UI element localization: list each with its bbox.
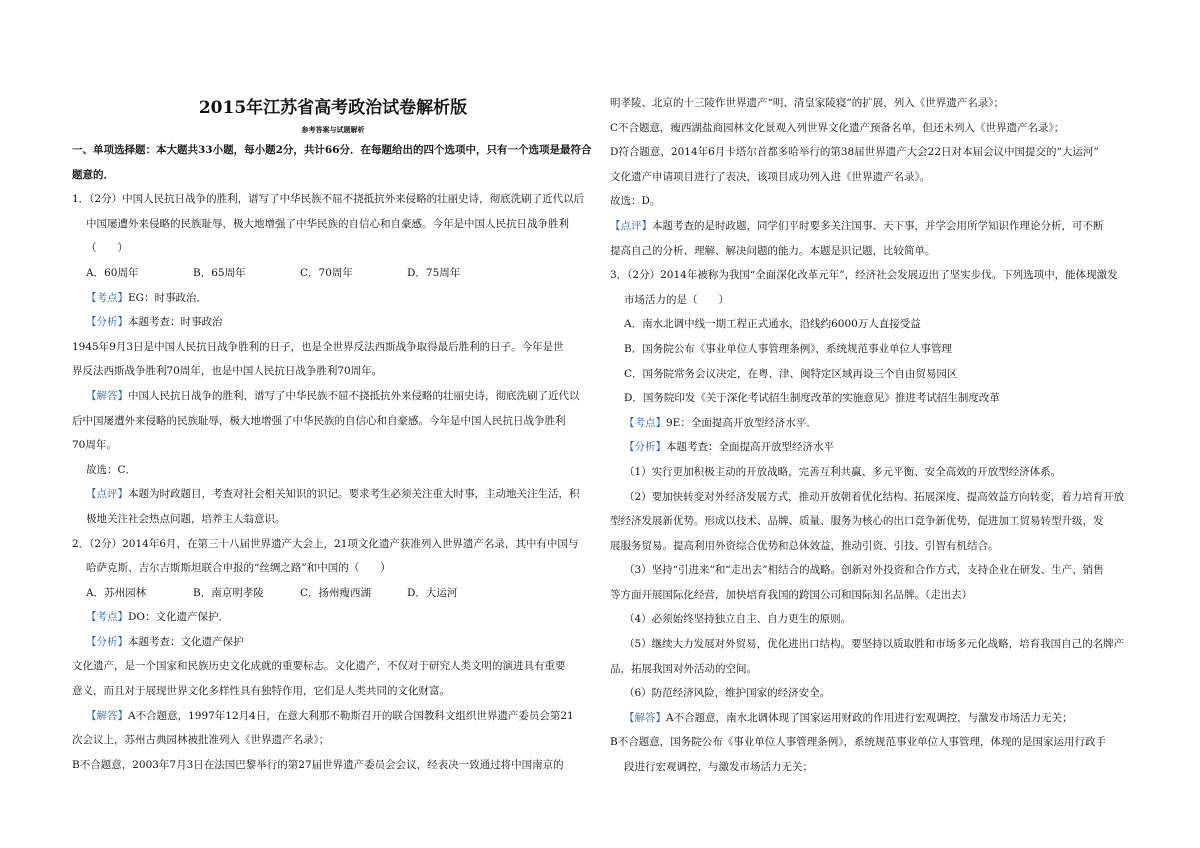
q3-point: 展服务贸易。提高利用外资综合优势和总体效益，推动引资、引技、引智有机结合。 — [610, 539, 999, 552]
q2-dianping: 【点评】本题考查的是时政题，同学们平时要多关注国事、天下事，并学会用所学知识作理论分析，可不断 — [610, 219, 1104, 232]
q1-jieda-line: 后中国屡遭外来侵略的民族耻辱，极大地增强了中华民族的自信心和自豪感。今年是中国人民抗日战争胜利 — [72, 414, 566, 427]
q3-stem-line: 市场活力的是（ ） — [624, 293, 729, 306]
q3-option-d: D．国务院印发《关于深化考试招生制度改革的实施意见》推进考试招生制度改革 — [624, 392, 1000, 405]
document-subtitle: 参考答案与试题解析 — [301, 125, 365, 134]
q1-jieda-line: 70周年。 — [72, 439, 117, 452]
q1-fenxi-body: 界反法西斯战争胜利70周年，也是中国人民抗日战争胜利70周年。 — [72, 365, 383, 378]
kaodian-tag: 【考点】 — [86, 291, 128, 304]
q2-fenxi: 【分析】本题考查：文化遗产保护 — [86, 635, 244, 648]
q1-fenxi: 【分析】本题考查：时事政治 — [86, 316, 223, 329]
dianping-tag: 【点评】 — [610, 219, 652, 232]
q2-fenxi-body: 文化遗产，是一个国家和民族历史文化成就的重要标志。文化遗产，不仅对于研究人类文明的演进具有重要 — [72, 660, 566, 673]
q1-options — [72, 261, 594, 286]
kaodian-tag: 【考点】 — [86, 611, 128, 624]
q2-jieda-line: 次会议上，苏州古典园林被批准列入《世界遗产名录》； — [72, 734, 330, 747]
q2-cont-line: D符合题意，2014年6月卡塔尔首都多哈举行的第38届世界遗产大会22日对本届会议中国提交的“大运河” — [610, 146, 1099, 159]
fenxi-tag: 【分析】 — [624, 441, 666, 454]
q1-kaodian: 【考点】EG：时事政治． — [86, 291, 208, 304]
q1-option-a: A．60周年 — [86, 266, 139, 279]
q1-option-d: D．75周年 — [407, 266, 461, 279]
q1-option-b: B．65周年 — [193, 266, 246, 279]
q1-dianping: 【点评】本题为时政题目，考查对社会相关知识的识记。要求考生必须关注重大时事，主动地关注生活，积 — [86, 488, 580, 501]
q2-stem-line: 2．（2分）2014年6月，在第三十八届世界遗产大会上，21项文化遗产获准列入世界遗产名录，其中有中国与 — [72, 537, 579, 550]
q3-point: （5）继续大力发展对外贸易，优化进出口结构。要坚持以质取胜和市场多元化战略，培育我国自己的名牌产 — [624, 638, 1125, 651]
q2-jieda-line: B不合题意，2003年7月3日在法国巴黎举行的第27届世界遗产委员会会议，经表决一致通过将中国南京的 — [72, 758, 564, 771]
q3-point: （1）实行更加积极主动的开放战略，完善互利共赢、多元平衡、安全高效的开放型经济体系。 — [624, 465, 1062, 478]
q3-point: 型经济发展新优势。形成以技术、品牌、质量、服务为核心的出口竞争新优势，促进加工贸易转型升级，发 — [610, 515, 1104, 528]
q1-stem-line: 1．（2分）中国人民抗日战争的胜利，谱写了中华民族不屈不挠抵抗外来侵略的壮丽史诗，彻底洗刷了近代以后 — [72, 193, 585, 206]
section-heading: 一、单项选择题：本大题共33小题，每小题2分，共计66分．在每题给出的四个选项中，只有一个选项是最符合题意的． — [72, 144, 592, 181]
q3-fenxi: 【分析】本题考查：全面提高开放型经济水平 — [624, 441, 834, 454]
q1-answer: 故选：C． — [86, 463, 137, 476]
q2-option-d: D．大运河 — [407, 586, 458, 599]
q2-cont-line: C不合题意，瘦西湖盐商园林文化景观入列世界文化遗产预备名单，但还未列入《世界遗产名录》； — [610, 121, 1065, 134]
fenxi-tag: 【分析】 — [86, 316, 128, 329]
q2-dianping-line: 提高自己的分析、理解、解决问题的能力。本题是识记题，比较简单。 — [610, 244, 936, 257]
q2-options — [72, 581, 594, 606]
q3-jieda-line: B不合题意，国务院公布《事业单位人事管理条例》，系统规范事业单位人事管理，体现的是国家运用行政手 — [610, 736, 1106, 749]
document-title: 2015年江苏省高考政治试卷解析版 — [198, 98, 468, 118]
q1-stem-line: （ ） — [86, 242, 128, 255]
dianping-tag: 【点评】 — [86, 488, 128, 501]
q3-jieda-line: 段进行宏观调控，与激发市场活力无关； — [624, 761, 813, 774]
q2-option-a: A．苏州园林 — [86, 586, 147, 599]
q3-point: 等方面开展国际化经营，加快培育我国的跨国公司和国际知名品牌。（走出去） — [610, 588, 973, 601]
q2-cont-line: 文化遗产申请项目进行了表决，该项目成功列入进《世界遗产名录》。 — [610, 170, 931, 183]
q3-option-b: B．国务院公布《事业单位人事管理条例》，系统规范事业单位人事管理 — [624, 342, 952, 355]
q3-kaodian: 【考点】9E：全面提高开放型经济水平． — [624, 416, 817, 429]
q2-cont-line: 明孝陵、北京的十三陵作世界遗产“明、清皇家陵寝”的扩展，列入《世界遗产名录》； — [610, 97, 1004, 109]
q3-point: （2）要加快转变对外经济发展方式，推动开放朝着优化结构、拓展深度、提高效益方向转变，着力培育开放 — [624, 490, 1125, 503]
jieda-tag: 【解答】 — [86, 389, 128, 402]
q3-jieda: 【解答】A不合题意，南水北调体现了国家运用财政的作用进行宏观调控，与激发市场活力无关； — [624, 711, 1073, 724]
q3-point: （3）坚持“引进来”和“走出去”相结合的战略。创新对外投资和合作方式，支持企业在研发、生产、销售 — [624, 564, 1104, 577]
q2-fenxi-body: 意义，而且对于展现世界文化多样性具有独特作用，它们是人类共同的文化财富。 — [72, 685, 450, 698]
q2-option-b: B．南京明孝陵 — [193, 586, 264, 599]
q1-stem-line: 中国屡遭外来侵略的民族耻辱，极大地增强了中华民族的自信心和自豪感。今年是中国人民抗日战争胜利 — [86, 217, 569, 230]
q1-jieda: 【解答】中国人民抗日战争的胜利，谱写了中华民族不屈不挠抵抗外来侵略的壮丽史诗，彻底洗刷了近代以 — [86, 389, 580, 402]
q3-point: （6）防范经济风险，维护国家的经济安全。 — [624, 687, 831, 700]
q2-stem-line: 哈萨克斯、吉尔吉斯斯坦联合申报的“丝绸之路”和中国的（ ） — [86, 562, 391, 575]
right-column — [610, 0, 1132, 780]
kaodian-tag: 【考点】 — [624, 416, 666, 429]
q1-dianping-line: 极地关注社会热点问题，培养主人翁意识。 — [86, 512, 286, 525]
jieda-tag: 【解答】 — [624, 711, 666, 724]
q3-option-a: A．南水北调中线一期工程正式通水，沿线约6000万人直接受益 — [624, 318, 921, 331]
fenxi-tag: 【分析】 — [86, 635, 128, 648]
q3-option-c: C．国务院常务会议决定，在粤、津、闽特定区域再设三个自由贸易园区 — [624, 367, 958, 380]
q3-point: （4）必须始终坚持独立自主、自力更生的原则。 — [624, 613, 852, 626]
q2-answer: 故选：D。 — [610, 195, 661, 208]
q2-kaodian: 【考点】DO：文化遗产保护． — [86, 611, 230, 624]
q1-fenxi-body: 1945年9月3日是中国人民抗日战争胜利的日子，也是全世界反法西斯战争取得最后胜利的日子。今年是世 — [72, 340, 564, 353]
q2-option-c: C．扬州瘦西湖 — [300, 586, 372, 599]
q3-stem-line: 3．（2分）2014年被称为我国“全面深化改革元年”，经济社会发展迈出了坚实步伐。下列选项中，能体现激发 — [610, 269, 1118, 282]
q3-point: 品，拓展我国对外活动的空间。 — [610, 662, 757, 675]
left-column — [72, 0, 594, 777]
jieda-tag: 【解答】 — [86, 709, 128, 722]
q2-jieda: 【解答】A不合题意，1997年12月4日，在意大利那不勒斯召开的联合国教科文组织世界遗产委员会第21 — [86, 709, 574, 722]
q1-option-c: C．70周年 — [300, 266, 353, 279]
